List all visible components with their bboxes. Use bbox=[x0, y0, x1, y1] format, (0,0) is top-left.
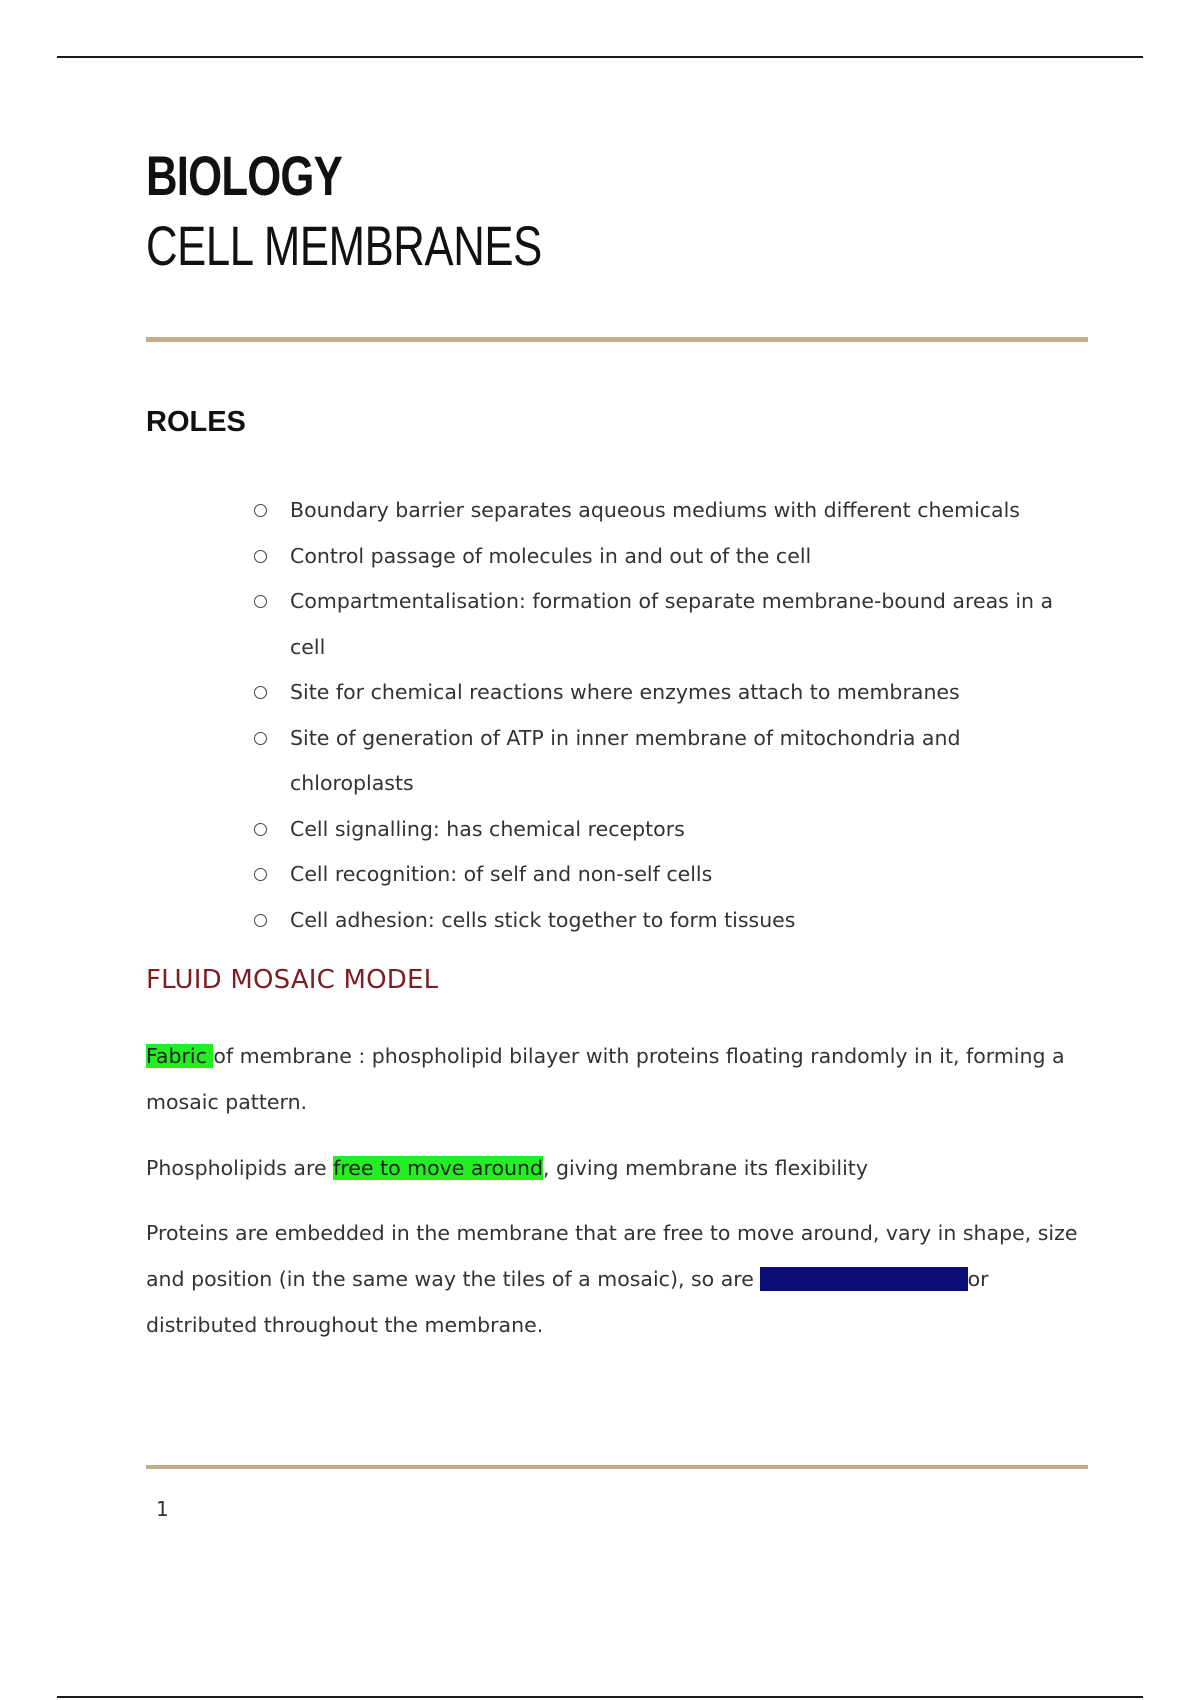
list-item bbox=[254, 670, 1074, 716]
proteins-paragraph bbox=[146, 1210, 1088, 1348]
list-item-text: Compartmentalisation: formation of separate membrane-bound areas in a cell bbox=[290, 589, 1054, 659]
document-title: BIOLOGY bbox=[146, 144, 342, 207]
fluid-mosaic-heading: FLUID MOSAIC MODEL bbox=[146, 965, 439, 995]
hollow-circle-bullet-icon bbox=[254, 914, 267, 927]
list-item-text: Cell adhesion: cells stick together to form tissues bbox=[290, 907, 796, 932]
list-item-text: Site of generation of ATP in inner membrane of mitochondria and chloroplasts bbox=[290, 725, 961, 795]
fabric-paragraph bbox=[146, 1033, 1088, 1125]
hollow-circle-bullet-icon bbox=[254, 550, 267, 563]
hollow-circle-bullet-icon bbox=[254, 732, 267, 745]
hollow-circle-bullet-icon bbox=[254, 595, 267, 608]
hollow-circle-bullet-icon bbox=[254, 686, 267, 699]
list-item-text: Control passage of molecules in and out of the cell bbox=[290, 543, 812, 568]
list-item bbox=[254, 807, 1074, 853]
document-subtitle: CELL MEMBRANES bbox=[146, 214, 542, 277]
list-item bbox=[254, 534, 1074, 580]
roles-list bbox=[254, 488, 1074, 943]
list-item-text: Site for chemical reactions where enzymes attach to membranes bbox=[290, 680, 960, 704]
paragraph-text: , giving membrane its flexibility bbox=[543, 1156, 868, 1180]
phospholipids-paragraph bbox=[146, 1145, 1088, 1191]
list-item bbox=[254, 488, 1074, 534]
hollow-circle-bullet-icon bbox=[254, 504, 267, 517]
redacted-highlight: randomly scattered bbox=[760, 1267, 968, 1291]
paragraph-text: or distributed throughout the membrane. bbox=[146, 1267, 989, 1337]
hollow-circle-bullet-icon bbox=[254, 823, 267, 836]
highlighted-text: free to move around bbox=[333, 1156, 543, 1180]
list-item-text: Cell signalling: has chemical receptors bbox=[290, 816, 685, 841]
hollow-circle-bullet-icon bbox=[254, 868, 267, 881]
paragraph-text: Proteins are embedded in the membrane that are free to move around, vary in shape, size and position (in the same way the tiles of a mosaic), so are bbox=[146, 1221, 1078, 1291]
list-item bbox=[254, 716, 1074, 807]
list-item bbox=[254, 898, 1074, 944]
paragraph-text: of membrane : phospholipid bilayer with proteins floating randomly in it, forming a mosaic pattern. bbox=[146, 1044, 1065, 1114]
list-item-text: Cell recognition: of self and non-self cells bbox=[290, 862, 713, 886]
list-item bbox=[254, 852, 1074, 898]
footer-divider bbox=[146, 1465, 1088, 1469]
list-item bbox=[254, 579, 1074, 670]
page-bottom-rule bbox=[57, 1696, 1143, 1698]
highlighted-text: Fabric bbox=[146, 1044, 214, 1068]
roles-heading: ROLES bbox=[146, 406, 246, 438]
paragraph-text: Phospholipids are bbox=[146, 1156, 334, 1180]
page-top-rule bbox=[57, 56, 1143, 58]
list-item-text: Boundary barrier separates aqueous mediums with different chemicals bbox=[290, 498, 1020, 522]
page-number: 1 bbox=[156, 1497, 169, 1521]
header-divider bbox=[146, 337, 1088, 342]
